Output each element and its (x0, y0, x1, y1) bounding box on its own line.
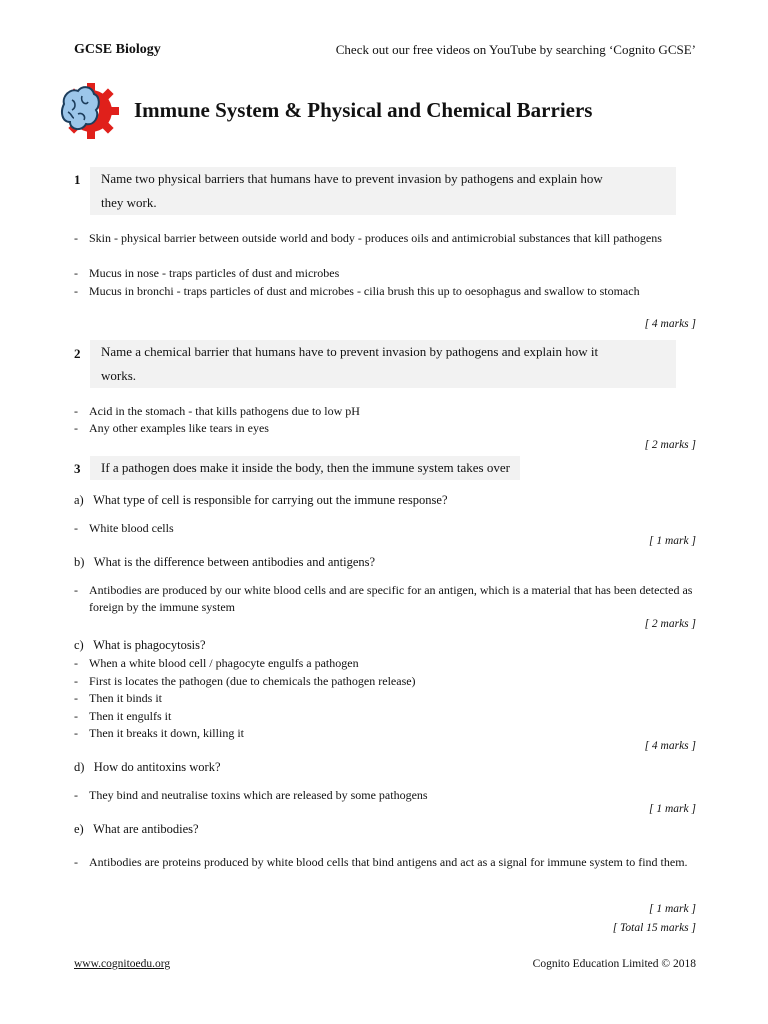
list-item: - Mucus in nose - traps particles of dust and microbes (74, 266, 340, 280)
q3b-question: b) What is the difference between antibodies and antigens? (74, 555, 376, 569)
q2-number: 2 (74, 346, 81, 361)
q1-number: 1 (74, 172, 81, 187)
list-item: - First is locates the pathogen (due to chemicals the pathogen release) (74, 674, 416, 688)
q3a-marks: [ 1 mark ] (649, 535, 696, 547)
footer-copyright: Cognito Education Limited © 2018 (532, 958, 696, 970)
list-item: - Any other examples like tears in eyes (74, 421, 269, 435)
list-item: - Mucus in bronchi - traps particles of dust and microbes - cilia brush this up to oesophagus and swallow to stomach (74, 284, 640, 298)
list-item: - Acid in the stomach - that kills pathogens due to low pH (74, 404, 360, 418)
footer-website-link[interactable]: www.cognitoedu.org (74, 958, 171, 970)
list-item: - Then it engulfs it (74, 709, 172, 723)
q3d-marks: [ 1 mark ] (649, 803, 696, 815)
list-item: - White blood cells (74, 521, 174, 535)
q1-question-line2: they work. (101, 195, 157, 210)
q3c-question: c) What is phagocytosis? (74, 638, 206, 652)
list-item: - Then it breaks it down, killing it (74, 726, 244, 740)
q3-question: If a pathogen does make it inside the body, then the immune system takes over (90, 456, 520, 480)
list-item: - Antibodies are proteins produced by white blood cells that bind antigens and act as a signal for immune system to find them. (74, 855, 688, 869)
header-subject: GCSE Biology (74, 42, 161, 57)
total-marks: [ Total 15 marks ] (612, 922, 696, 934)
list-item: - Antibodies are produced by our white blood cells and are specific for an antigen, which is a material that has been detected as foreign by the immune system (74, 583, 693, 614)
q1-question (90, 167, 676, 215)
header-promo: Check out our free videos on YouTube by searching ‘Cognito GCSE’ (335, 42, 696, 57)
list-item: - Skin - physical barrier between outside world and body - produces oils and antimicrobial substances that kill pathogens (74, 231, 662, 245)
q3e-marks: [ 1 mark ] (649, 903, 696, 915)
q2-question-line2: works. (101, 368, 137, 383)
q3b-marks: [ 2 marks ] (644, 618, 696, 630)
q2-marks: [ 2 marks ] (644, 439, 696, 451)
brain-gear-logo-icon (58, 82, 120, 140)
q3a-question: a) What type of cell is responsible for carrying out the immune response? (74, 493, 448, 507)
list-item: - Then it binds it (74, 691, 162, 705)
q2-question (90, 340, 676, 388)
q3d-question: d) How do antitoxins work? (74, 760, 221, 774)
q3c-marks: [ 4 marks ] (644, 740, 696, 752)
q1-marks: [ 4 marks ] (644, 318, 696, 330)
list-item: - When a white blood cell / phagocyte engulfs a pathogen (74, 656, 359, 670)
q1-question-line1: Name two physical barriers that humans have to prevent invasion by pathogens and explain how (101, 171, 603, 186)
page-title: Immune System & Physical and Chemical Barriers (134, 98, 593, 122)
list-item: - They bind and neutralise toxins which are released by some pathogens (74, 788, 428, 802)
q2-question-line1: Name a chemical barrier that humans have to prevent invasion by pathogens and explain how it (101, 344, 599, 359)
q3-number: 3 (74, 461, 81, 476)
q3e-question: e) What are antibodies? (74, 822, 199, 836)
